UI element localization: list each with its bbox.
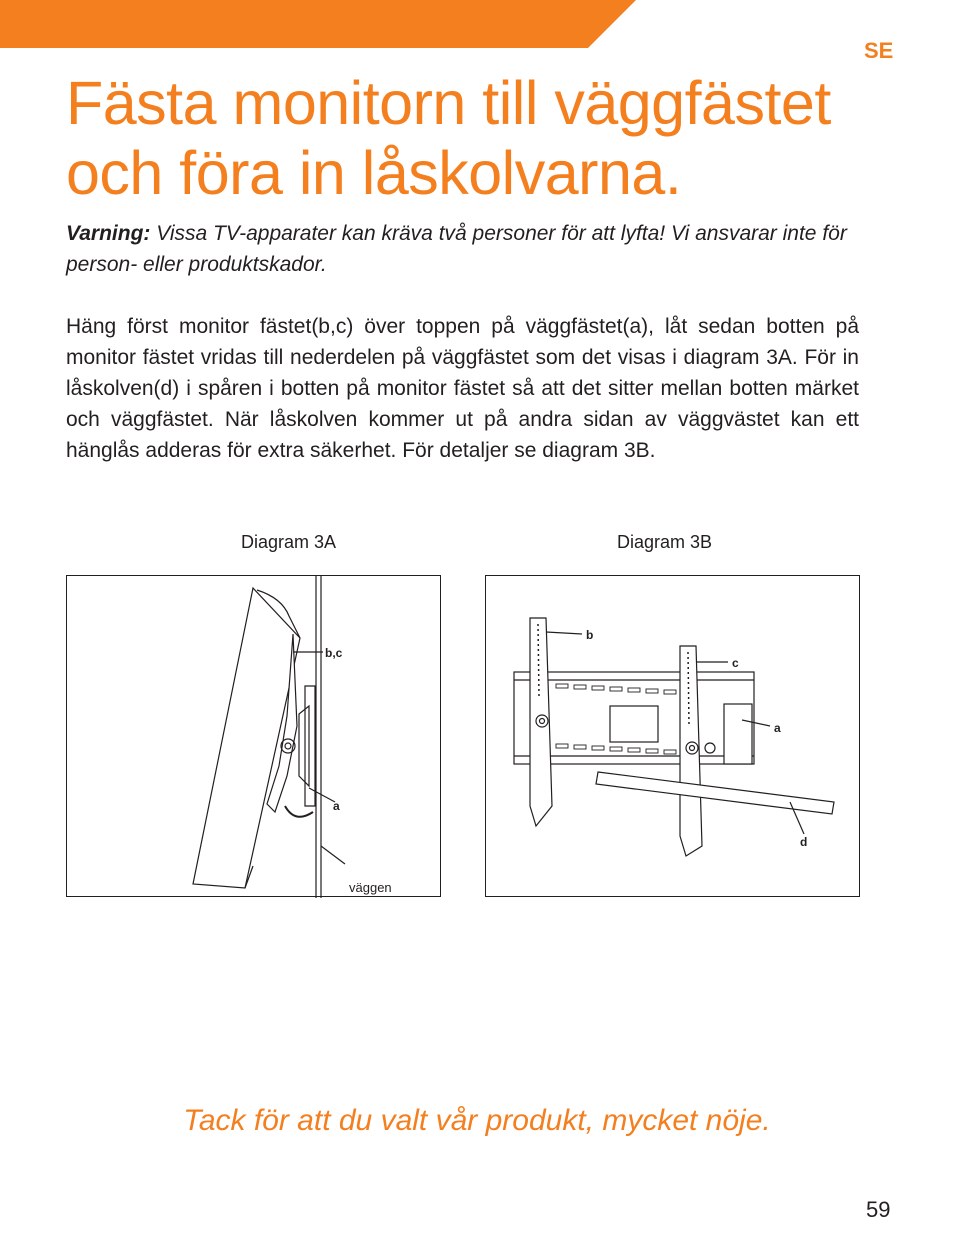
page-title: [66, 68, 866, 208]
title-line-2: och föra in låskolvarna.: [66, 139, 682, 207]
callout-b: b: [586, 628, 594, 642]
diagram-3b: [485, 575, 860, 897]
front-view-illustration: [486, 576, 861, 898]
warning-paragraph: [66, 218, 859, 280]
callout-bc: b,c: [325, 646, 343, 660]
callout-c: c: [732, 656, 739, 670]
callout-d: d: [800, 835, 808, 849]
diagram-3a: [66, 575, 441, 897]
diagram-3a-label: Diagram 3A: [241, 532, 337, 552]
instructions-paragraph: Häng först monitor fästet(b,c) över toppen på väggfästet(a), låt sedan botten på monitor fästet vridas till nederdelen på väggfästet som det visas i diagram 3A. För in låskolven(d) i spåren i botten på monitor fästet så att det sitter mellan botten märket och väggfästet. När låskolven kommer ut på andra sidan av väggvästet kan ett hänglås adderas för extra säkerhet. För detaljer se diagram 3B.: [66, 315, 859, 462]
header-accent-bar: [0, 0, 640, 48]
thank-you-message: Tack för att du valt vår produkt, mycket nöje.: [183, 1104, 771, 1137]
language-code: SE: [864, 38, 894, 63]
page-number: 59: [866, 1197, 891, 1222]
callout-a: a: [774, 721, 781, 735]
side-view-illustration: [67, 576, 442, 898]
title-line-1: Fästa monitorn till väggfästet: [66, 69, 831, 137]
warning-label: Varning:: [66, 222, 151, 245]
warning-text: Vissa TV-apparater kan kräva två personer för att lyfta! Vi ansvarar inte för person- eller produktskador.: [66, 222, 847, 276]
wall-label: väggen: [349, 880, 392, 895]
diagram-3b-label: Diagram 3B: [617, 532, 713, 552]
callout-a: a: [333, 799, 340, 813]
